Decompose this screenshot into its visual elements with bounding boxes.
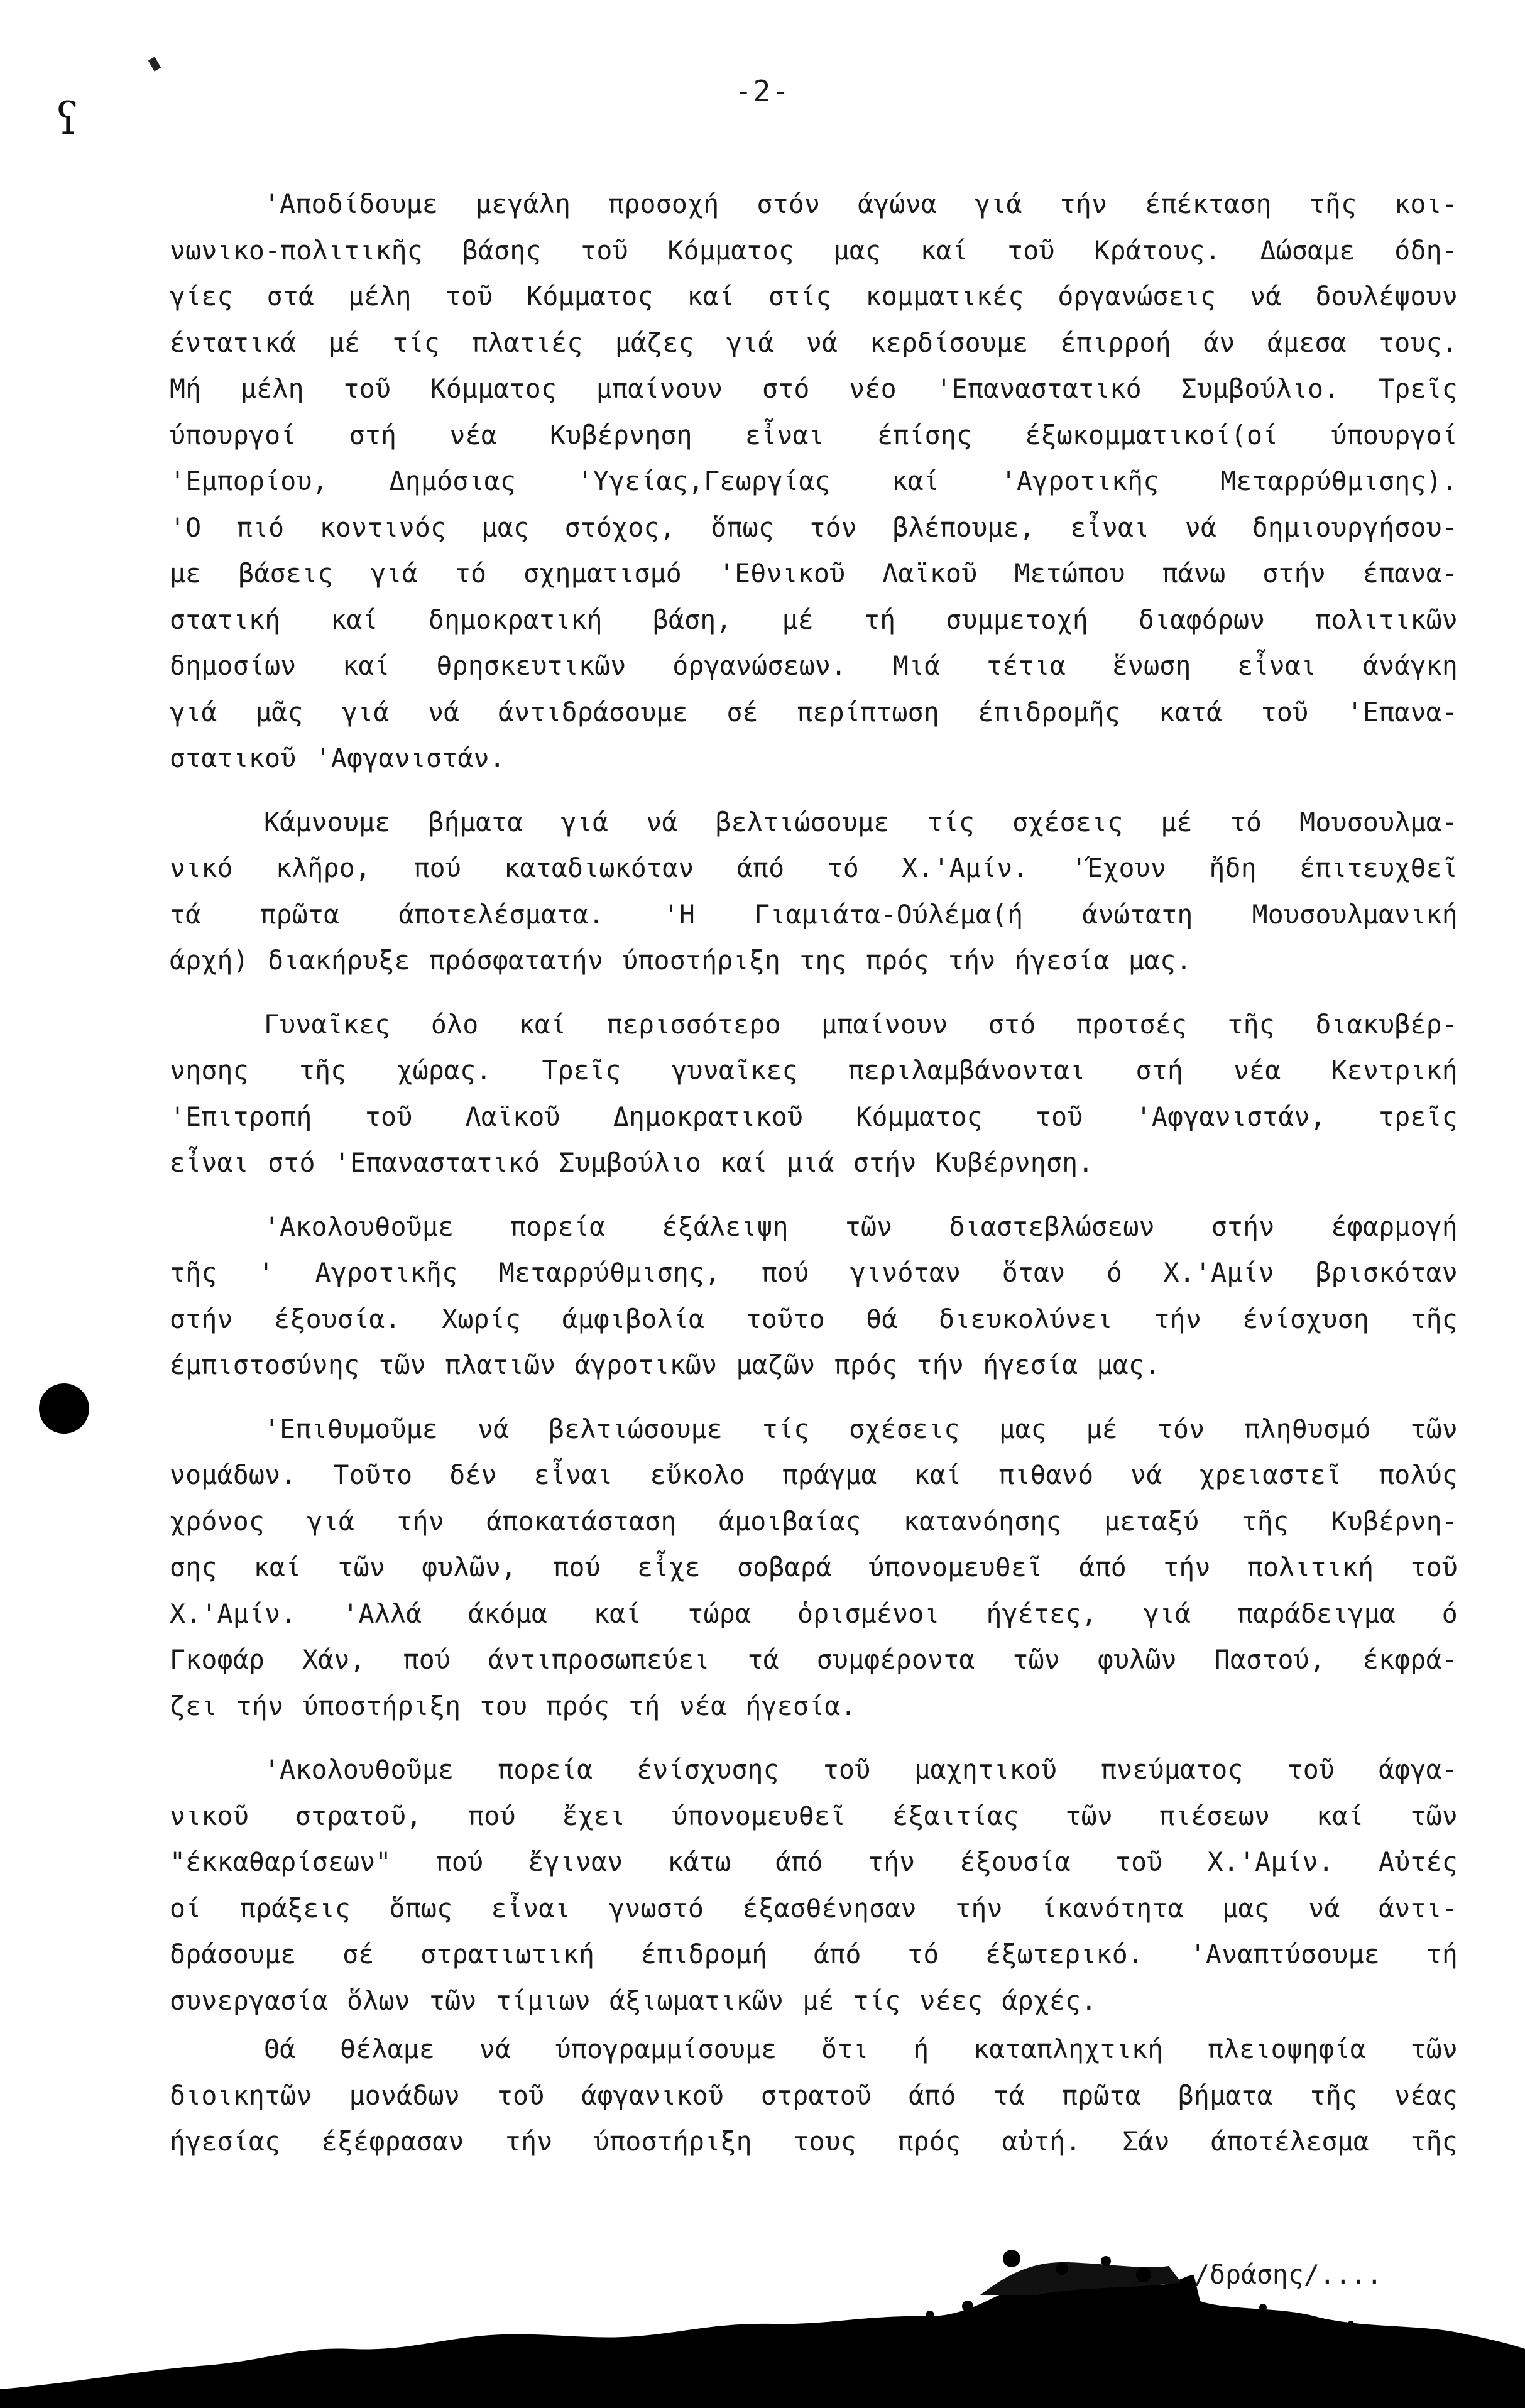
paragraph [170,2026,1458,2165]
text-line: έντατικά μέ τίς πλατιές μάζες γιά νά κερδίσουμε έπιρροή άν άμεσα τους. [170,327,1458,358]
text-line: ζει τήν ύποστήριξη του πρός τή νέα ήγεσία. [170,1690,856,1721]
text-line: νικό κλῆρο, πού καταδιωκόταν άπό τό Χ.'Αμίν. 'Έχουν ἤδη έπιτευχθεῖ [170,853,1458,883]
text-line: Γυναῖκες όλο καί περισσότερο μπαίνουν στό προτσές τῆς διακυβέρ- [264,1008,1458,1040]
text-line: νησης τῆς χώρας. Τρεῖς γυναῖκες περιλαμβάνονται στή νέα Κεντρική [170,1055,1458,1086]
paragraph [170,1406,1458,1730]
page-number: -2- [734,74,791,108]
text-line: ύπουργοί στή νέα Κυβέρνηση εἶναι έπίσης έξωκομματικοί(οί ύπουργοί [170,419,1458,450]
text-line: δράσουμε σέ στρατιωτική έπιδρομή άπό τό έξωτερικό. 'Αναπτύσουμε τή [170,1939,1458,1969]
text-line: 'Επιθυμοῦμε νά βελτιώσουμε τίς σχέσεις μας μέ τόν πληθυσμό τῶν [264,1413,1458,1444]
text-line: τῆς ' Αγροτικῆς Μεταρρύθμισης, πού γινόταν ὅταν ό Χ.'Αμίν βρισκόταν [170,1257,1458,1288]
text-line: νικοῦ στρατοῦ, πού ἔχει ύπονομευθεῖ έξαιτίας τῶν πιέσεων καί τῶν [170,1800,1458,1831]
torn-edge-damage [0,2201,1525,2408]
paragraph [170,799,1458,984]
text-line: σης καί τῶν φυλῶν, πού εἶχε σοβαρά ύπονομευθεῖ άπό τήν πολιτική τοῦ [170,1552,1458,1583]
text-line: γίες στά μέλη τοῦ Κόμματος καί στίς κομματικές όργανώσεις νά δουλέψουν [170,281,1458,312]
text-line: Γκοφάρ Χάν, πού άντιπροσωπεύει τά συμφέροντα τῶν φυλῶν Παστού, έκφρά- [170,1644,1458,1675]
document-body [170,181,1458,2165]
text-line: ήγεσίας έξέφρασαν τήν ύποστήριξη τους πρός αὐτή. Σάν άποτέλεσμα τῆς [170,2126,1458,2157]
text-line: στατική καί δημοκρατική βάση, μέ τή συμμετοχή διαφόρων πολιτικῶν [170,604,1458,635]
margin-handwritten-mark: ʕ [55,93,79,144]
text-line: με βάσεις γιά τό σχηματισμό 'Εθνικοῦ Λαϊκοῦ Μετώπου πάνω στήν έπανα- [170,558,1458,589]
text-line: 'Ακολουθοῦμε πορεία ένίσχυσης τοῦ μαχητικοῦ πνεύματος τοῦ άφγα- [264,1754,1458,1785]
text-line: 'Αποδίδουμε μεγάλη προσοχή στόν άγώνα γιά τήν έπέκταση τῆς κοι- [264,188,1458,219]
text-line: εἶναι στό 'Επαναστατικό Συμβούλιο καί μιά στήν Κυβέρνηση. [170,1147,1094,1178]
text-line: συνεργασία ὅλων τῶν τίμιων άξιωματικῶν μέ τίς νέες άρχές. [170,1985,1097,2016]
text-line: 'Ο πιό κοντινός μας στόχος, ὅπως τόν βλέπουμε, εἶναι νά δημιουργήσου- [170,511,1458,543]
margin-tick-mark [148,57,161,71]
text-line: Χ.'Αμίν. 'Αλλά άκόμα καί τώρα ὁρισμένοι ήγέτες, γιά παράδειγμα ό [170,1598,1458,1629]
paragraph [170,1746,1458,2024]
text-line: Μή μέλη τοῦ Κόμματος μπαίνουν στό νέο 'Επαναστατικό Συμβούλιο. Τρεῖς [170,373,1458,404]
text-line: νομάδων. Τοῦτο δέν εἶναι εὔκολο πράγμα καί πιθανό νά χρειαστεῖ πολύς [170,1459,1458,1490]
text-line: έμπιστοσύνης τῶν πλατιῶν άγροτικῶν μαζῶν πρός τήν ήγεσία μας. [170,1349,1161,1380]
text-line: τά πρῶτα άποτελέσματα. 'Η Γιαμιάτα-Ούλέμα(ή άνώτατη Μουσουλμανική [170,898,1458,930]
text-line: άρχή) διακήρυξε πρόσφατατήν ύποστήριξη της πρός τήν ήγεσία μας. [170,945,1192,976]
text-line: 'Ακολουθοῦμε πορεία έξάλειψη τῶν διαστεβλώσεων στήν έφαρμογή [264,1211,1458,1242]
text-line: δημοσίων καί θρησκευτικῶν όργανώσεων. Μιά τέτια ἕνωση εἶναι άνάγκη [170,650,1458,681]
text-line: οί πράξεις ὅπως εἶναι γνωστό έξασθένησαν τήν ίκανότητα μας νά άντι- [170,1892,1458,1924]
text-line: διοικητῶν μονάδων τοῦ άφγανικοῦ στρατοῦ άπό τά πρῶτα βήματα τῆς νέας [170,2079,1458,2111]
text-line: στατικοῦ 'Αφγανιστάν. [170,743,505,773]
paragraph [170,1204,1458,1388]
text-line: Θά θέλαμε νά ύπογραμμίσουμε ὅτι ή καταπληχτική πλειοψηφία τῶν [264,2034,1458,2064]
paragraph [170,1001,1458,1186]
text-line: χρόνος γιά τήν άποκατάσταση άμοιβαίας κατανόησης μεταξύ τῆς Κυβέρνη- [170,1505,1458,1537]
continuation-marker: /δράσης/.... [1194,2259,1382,2290]
text-line: γιά μᾶς γιά νά άντιδράσουμε σέ περίπτωση έπιδρομῆς κατά τοῦ 'Επανα- [170,696,1458,727]
text-line: 'Εμπορίου, Δημόσιας 'Υγείας,Γεωργίας καί 'Αγροτικῆς Μεταρρύθμισης). [170,466,1458,496]
punch-hole [39,1383,89,1434]
text-line: στήν έξουσία. Χωρίς άμφιβολία τοῦτο θά διευκολύνει τήν ένίσχυση τῆς [170,1303,1458,1334]
text-line: "έκκαθαρίσεων" πού ἔγιναν κάτω άπό τήν έξουσία τοῦ Χ.'Αμίν. Αὐτές [170,1846,1458,1877]
text-line: νωνικο-πολιτικῆς βάσης τοῦ Κόμματος μας καί τοῦ Κράτους. Δώσαμε όδη- [170,234,1458,266]
paragraph [170,181,1458,782]
text-line: 'Επιτροπή τοῦ Λαϊκοῦ Δημοκρατικοῦ Κόμματος τοῦ 'Αφγανιστάν, τρεῖς [170,1101,1458,1132]
text-line: Κάμνουμε βήματα γιά νά βελτιώσουμε τίς σχέσεις μέ τό Μουσουλμα- [264,806,1458,837]
